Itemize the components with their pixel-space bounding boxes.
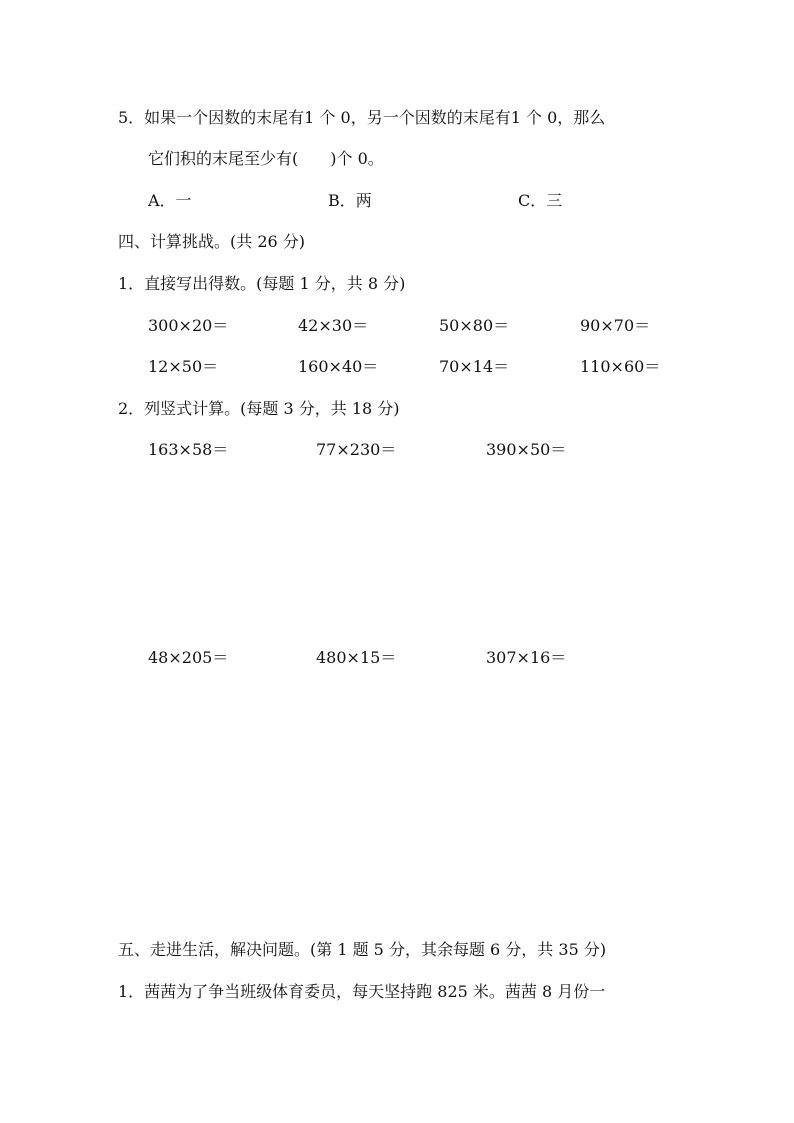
expr-2-1: 12×50＝ [148, 357, 219, 376]
expr-1-3: 50×80＝ [439, 316, 510, 335]
section5-q1-line1: 1．茜茜为了争当班级体育委员，每天坚持跑 825 米。茜茜 8 月份一 [118, 982, 606, 1001]
section4-part1-title: 1．直接写出得数。(每题 1 分，共 8 分) [118, 274, 406, 293]
q5-line1: 5．如果一个因数的末尾有1 个 0，另一个因数的末尾有1 个 0，那么 [118, 108, 606, 127]
vert-1-3: 390×50＝ [486, 440, 567, 459]
expr-1-2: 42×30＝ [298, 316, 369, 335]
section4-part2-title: 2．列竖式计算。(每题 3 分，共 18 分) [118, 399, 400, 418]
vert-1-1: 163×58＝ [148, 440, 229, 459]
vert-2-2: 480×15＝ [316, 648, 397, 667]
q5-line2: 它们积的末尾至少有( )个 0。 [148, 149, 384, 168]
vert-1-2: 77×230＝ [316, 440, 397, 459]
q5-choice-c: C．三 [518, 191, 563, 210]
vert-2-1: 48×205＝ [148, 648, 229, 667]
q5-choice-a: A．一 [148, 191, 192, 210]
expr-2-4: 110×60＝ [580, 357, 661, 376]
expr-1-4: 90×70＝ [580, 316, 651, 335]
expr-2-2: 160×40＝ [298, 357, 379, 376]
section4-heading: 四、计算挑战。(共 26 分) [118, 232, 306, 251]
expr-2-3: 70×14＝ [439, 357, 510, 376]
expr-1-1: 300×20＝ [148, 316, 229, 335]
vert-2-3: 307×16＝ [486, 648, 567, 667]
q5-choice-b: B．两 [328, 191, 372, 210]
section5-heading: 五、走进生活，解决问题。(第 1 题 5 分，其余每题 6 分，共 35 分) [118, 940, 607, 959]
